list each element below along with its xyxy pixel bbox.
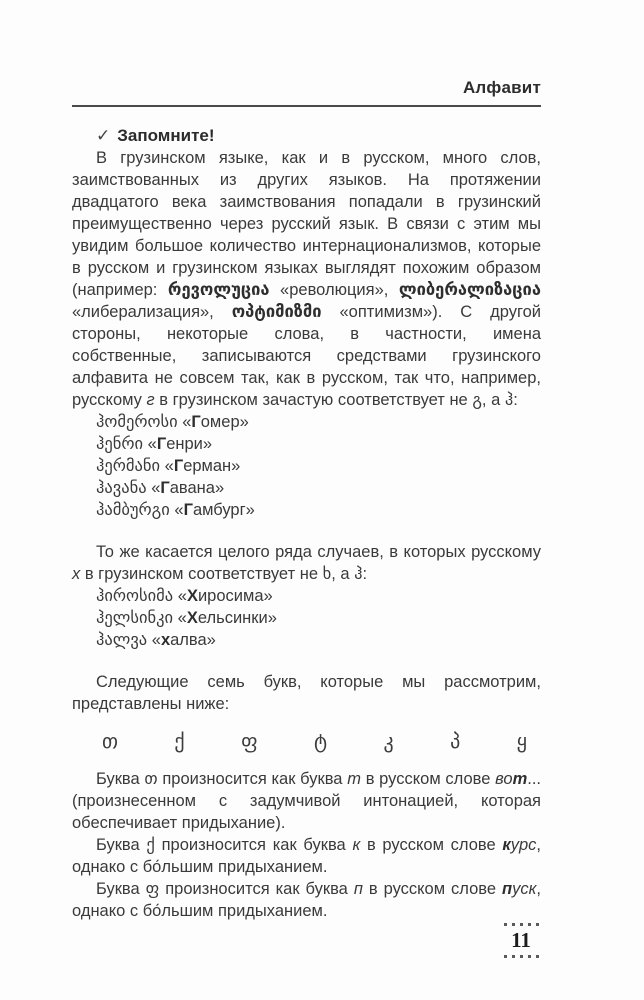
g-examples-list — [72, 411, 541, 521]
list-item: ჰავანა «Гавана» — [96, 478, 225, 497]
checkmark-icon: ✓ — [96, 126, 111, 145]
page-number-dots-bottom — [501, 955, 541, 958]
dot — [520, 955, 523, 958]
paragraph-seven-letters: Следующие семь букв, которые мы рассмотрим, представлены ниже: — [72, 673, 541, 713]
dot — [528, 923, 531, 926]
paragraph-letter-t: Буква თ произносится как буква т в русском слове вот... (произнесенном с задумчивой интонацией, которая обеспечивает придыхание). — [72, 769, 541, 832]
header-rule — [72, 105, 541, 107]
list-item: ჰამბურგი «Гамбург» — [96, 500, 255, 519]
list-item: ჰენრი «Генри» — [96, 434, 213, 453]
dot — [512, 955, 515, 958]
page-number-dots-top — [501, 923, 541, 926]
paragraph-letter-k: Буква ქ произносится как буква к в русском слове курс, однако с бо́льшим придыханием. — [72, 835, 541, 876]
page-number-block — [501, 923, 541, 958]
dot — [504, 955, 507, 958]
list-item: ჰომეროსი «Гомер» — [96, 412, 249, 431]
paragraph-letter-p: Буква ფ произносится как буква п в русском слове пуск, однако с бо́льшим придыханием. — [72, 879, 541, 920]
dot — [504, 923, 507, 926]
dot — [512, 923, 515, 926]
georgian-letter: ფ — [241, 729, 258, 753]
dot — [536, 955, 539, 958]
georgian-letter: კ — [383, 729, 394, 753]
running-header: Алфавит — [462, 78, 541, 97]
georgian-letter: ტ — [313, 729, 328, 753]
dot — [536, 923, 539, 926]
list-item: ჰელსინკი «Хельсинки» — [96, 608, 277, 627]
list-item: ჰერმანი «Герман» — [96, 456, 241, 475]
georgian-letter: თ — [102, 729, 119, 753]
georgian-letter-row — [72, 728, 541, 754]
paragraph-kh-intro: То же касается целого ряда случаев, в которых русскому х в грузинском соответствует не ხ, а ჰ: — [72, 543, 541, 583]
remember-heading — [72, 124, 541, 147]
page-number: 11 — [511, 928, 531, 952]
georgian-letter: ყ — [516, 729, 527, 753]
dot — [528, 955, 531, 958]
georgian-letter: პ — [450, 729, 461, 753]
kh-examples-list — [72, 585, 541, 651]
paragraph-intro: В грузинском языке, как и в русском, много слов, заимствованных из других языков. На протяжении двадцатого века заимствования попадали в грузинский преимущественно через русский язык. В связи с этим мы увидим большое количество интернационализмов, которые в русском и грузинском языках выглядят похожим образом (например: რევოლუცია «революция», ლიბერალიზაცია «либерализация», ოპტიმიზმი «оптимизм»). С другой стороны, некоторые слова, в частности, имена собственные, записываются средствами грузинского алфавита не совсем так, как в русском, так что, например, русскому г в грузинском зачастую соответствует не გ, а ჰ: — [72, 149, 541, 409]
list-item: ჰალვა «халва» — [96, 630, 216, 649]
dot — [520, 923, 523, 926]
remember-label: Запомните! — [117, 126, 215, 145]
page-content — [72, 78, 541, 922]
georgian-letter: ქ — [174, 729, 185, 753]
list-item: ჰიროსიმა «Хиросима» — [96, 586, 273, 605]
